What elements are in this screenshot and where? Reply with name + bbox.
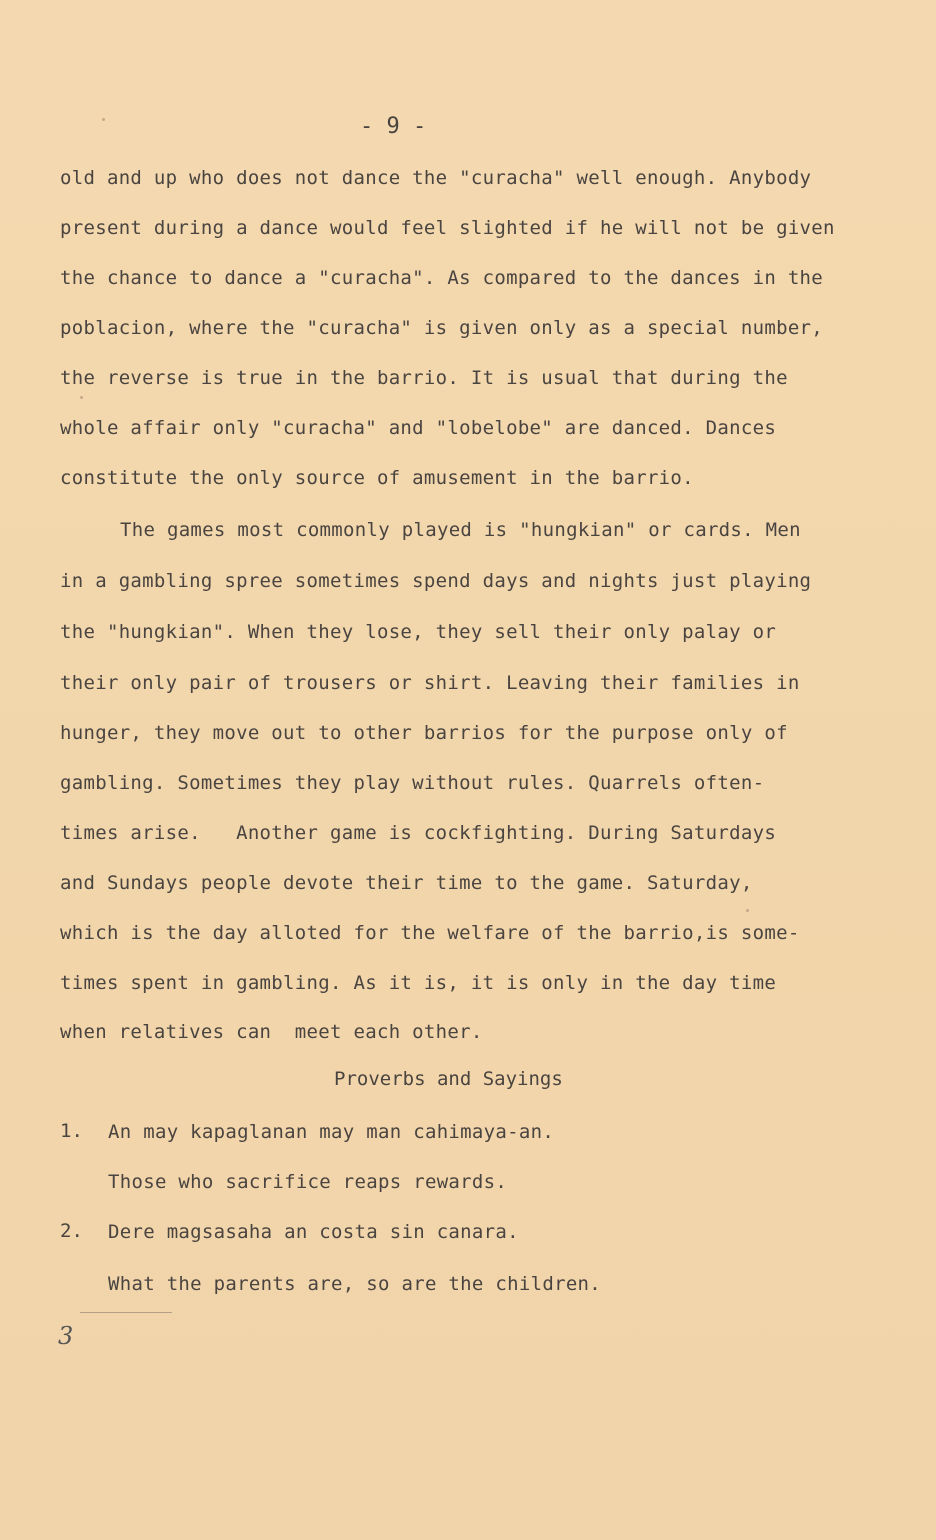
paper-speck: [102, 118, 105, 121]
text-line: gambling. Sometimes they play without rules. Quarrels often-: [60, 772, 765, 794]
text-line: poblacion, where the "curacha" is given only as a special number,: [60, 317, 824, 339]
text-line: in a gambling spree sometimes spend days and nights just playing: [60, 570, 812, 592]
text-line: which is the day alloted for the welfare of the barrio,is some-: [60, 922, 800, 944]
text-line: their only pair of trousers or shirt. Leaving their families in: [60, 672, 800, 694]
proverb-translation: Those who sacrifice reaps rewards.: [108, 1171, 508, 1193]
text-line: the reverse is true in the barrio. It is usual that during the: [60, 367, 788, 389]
text-line: times arise. Another game is cockfighting. During Saturdays: [60, 822, 777, 844]
text-line: The games most commonly played is "hungkian" or cards. Men: [120, 519, 801, 541]
text-line: when relatives can meet each other.: [60, 1021, 483, 1043]
paper-speck: [746, 909, 749, 912]
text-line: present during a dance would feel slighted if he will not be given: [60, 217, 835, 239]
text-line: the "hungkian". When they lose, they sell their only palay or: [60, 621, 777, 643]
paper-speck: [80, 396, 83, 399]
text-line: whole affair only "curacha" and "lobelobe" are danced. Dances: [60, 417, 777, 439]
text-line: times spent in gambling. As it is, it is only in the day time: [60, 972, 777, 994]
proverb-translation: What the parents are, so are the children.: [108, 1273, 602, 1295]
proverb-number: 1.: [60, 1120, 83, 1142]
page-number: - 9 -: [360, 114, 427, 139]
text-line: the chance to dance a "curacha". As compared to the dances in the: [60, 267, 824, 289]
proverb-text: An may kapaglanan may man cahimaya-an.: [108, 1121, 555, 1143]
proverb-number: 2.: [60, 1220, 83, 1242]
text-line: hunger, they move out to other barrios for the purpose only of: [60, 722, 788, 744]
text-line: constitute the only source of amusement in the barrio.: [60, 467, 694, 489]
section-heading: Proverbs and Sayings: [334, 1068, 563, 1090]
proverb-text: Dere magsasaha an costa sin canara.: [108, 1221, 519, 1243]
pencil-rule: [80, 1312, 172, 1313]
text-line: and Sundays people devote their time to the game. Saturday,: [60, 872, 753, 894]
text-line: old and up who does not dance the "curacha" well enough. Anybody: [60, 167, 812, 189]
handwritten-note: 3: [58, 1322, 74, 1350]
